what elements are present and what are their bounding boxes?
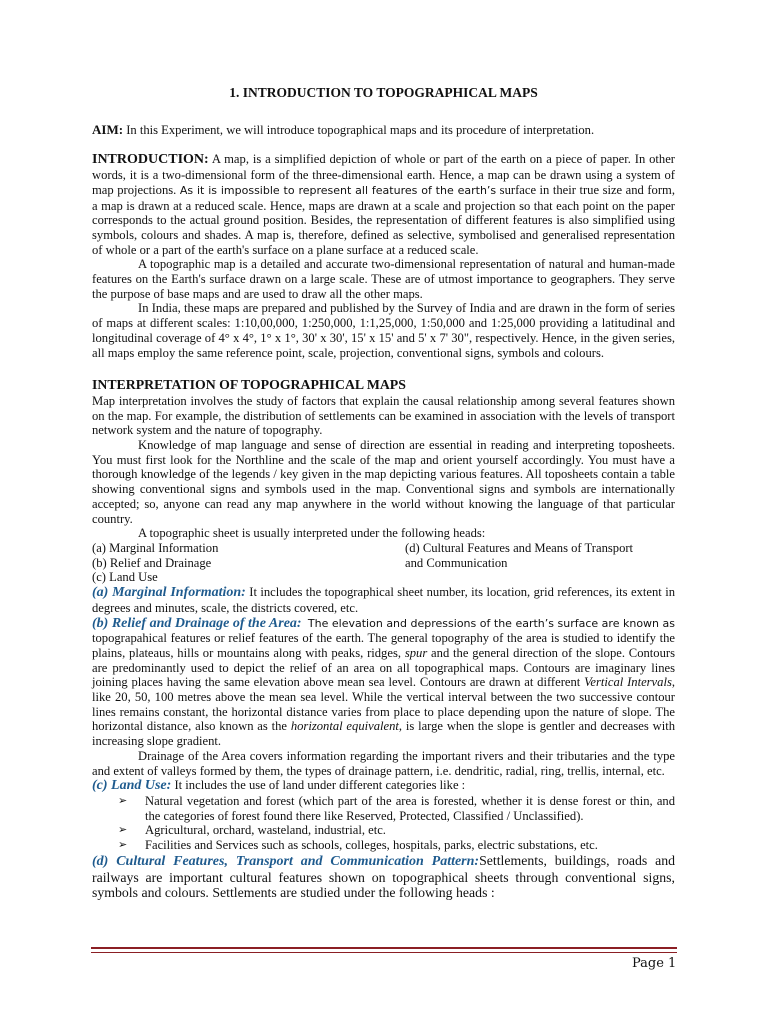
intro-text-a: A map, is a simplified depiction of whole or part of the earth on a piece of paper. In other words, it is a two-dimensional form of the three-dimensional earth. Hence, a map can be drawn using a system of map projections. (92, 152, 675, 197)
relief-vertical-intervals: Vertical Intervals (584, 675, 672, 690)
land-use-label: (c) Land Use: (92, 778, 172, 794)
aim-paragraph (92, 123, 675, 138)
list-item: ➢ Natural vegetation and forest (which part of the area is forested, whether it is dense forest or thin, and the categories of forest found there like Reserved, Protected, Classified / Unclassified). (118, 793, 675, 823)
relief-spur: spur (404, 645, 428, 660)
interpretation-paragraph-2: Knowledge of map language and sense of direction are essential in reading and interpreting toposheets. You must first look for the Northline and the scale of the map and orient yourself accordingly. You must have a thorough knowledge of the legends / key given in the map depicting various features. All toposheets contain a table showing conventional signs and symbols used in the map. Conventional signs and symbols are internationally accepted; so, anyone can read any map anywhere in the world without knowing the language of that particular country. (92, 438, 675, 526)
aim-text: In this Experiment, we will introduce topographical maps and its procedure of interpretation. (123, 122, 595, 137)
interpretation-paragraph-3: A topographic sheet is usually interpreted under the following heads: (138, 526, 486, 541)
arrow-bullet-icon: ➢ (118, 838, 128, 852)
intro-text-b: As it is impossible to represent all features of the earth’s (179, 183, 497, 197)
head-d-line2: and Communication (405, 555, 508, 570)
relief-paragraph (92, 616, 675, 749)
relief-text-2: topograpahical features or relief features of the earth. The general topography of the area is studied to identify the plains, plateaus, hills or mountains along with peaks, ridges, (92, 631, 675, 660)
head-d-line1: (d) Cultural Features and Means of Transport (405, 540, 634, 555)
arrow-bullet-icon: ➢ (118, 823, 128, 837)
marginal-info-label: (a) Marginal Information: (92, 585, 246, 601)
footer-divider (91, 947, 677, 953)
relief-text-3: and the general direction of the slope. Contours are predominantly used to depict the relief of an area on all topographical maps. Contours are imaginary lines joining places having the same elevation above mean sea level. Contours are drawn at different (92, 645, 675, 690)
head-a: (a) Marginal Information (92, 540, 219, 555)
interpretation-heading: INTERPRETATION OF TOPOGRAPHICAL MAPS (92, 377, 406, 393)
intro-paragraph-2: A topographic map is a detailed and accurate two-dimensional representation of natural and human-made features on the Earth's surface drawn on a large scale. These are of utmost importance to geographers. They serve the purpose of base maps and are used to draw all the other maps. (92, 257, 675, 301)
intro-label: INTRODUCTION: (92, 152, 209, 168)
page-number: Page 1 (632, 956, 677, 971)
relief-text-4: , like 20, 50, 100 metres above the mean sea level. While the vertical interval between the two successive contour lines remains constant, the horizontal distance varies from place to place depending upon the nature of slope. The horizontal distance, also known as the (92, 675, 676, 734)
cultural-text: Settlements, buildings, roads and railways are important cultural features shown on topographical sheets through conventional signs, symbols and colours. Settlements are studied under the following heads : (92, 852, 675, 901)
relief-text-5: , is large when the slope is gentler and decreases with increasing slope gradient. (92, 719, 675, 749)
relief-text-1: The elevation and depressions of the earth’s surface are known as (307, 616, 676, 630)
marginal-info-paragraph (92, 585, 675, 615)
drainage-paragraph: Drainage of the Area covers information regarding the important rivers and their tributaries and the type and extent of valleys formed by them, the types of drainage pattern, i.e. dendritic, radial, ring, trellis, internal, etc. (92, 748, 675, 778)
aim-label: AIM: (92, 121, 124, 137)
list-item: ➢ Facilities and Services such as schools, colleges, hospitals, parks, electric substations, etc. (118, 838, 598, 853)
intro-text-c: surface in their true size and form, a map is drawn at a reduced scale. Hence, maps are drawn at a scale and projection so that each point on the paper corresponds to the actual ground position. Besides, the representation of different features is also simplified using symbols, colours and shades. A map is, therefore, defined as selective, symbolised and generalised representation of whole or a part of the earth's surface on a plane surface at a reduced scale. (92, 182, 675, 257)
land-use-paragraph (92, 778, 675, 794)
interpretation-heads-list (92, 541, 675, 585)
land-use-list (118, 794, 675, 853)
land-use-text: It includes the use of land under different categories like : (171, 778, 466, 793)
arrow-bullet-icon: ➢ (118, 793, 128, 807)
intro-paragraph-3: In India, these maps are prepared and published by the Survey of India and are drawn in the form of series of maps at different scales: 1:10,00,000, 1:250,000, 1:1,25,000, 1:50,000 and 1:25,000 providing a latitudinal and longitudinal coverage of 4° x 4°, 1° x 1°, 30' x 30', 15' x 15' and 5' x 7' 30", respectively. Hence, in the given series, all maps employ the same reference point, scale, projection, conventional signs, symbols and colours. (92, 301, 675, 360)
document-page (92, 86, 675, 901)
list-item: ➢ Agricultural, orchard, wasteland, industrial, etc. (118, 823, 386, 838)
head-b: (b) Relief and Drainage (92, 555, 212, 570)
interpretation-paragraph-1: Map interpretation involves the study of factors that explain the causal relationship among several features shown on the map. For example, the distribution of settlements can be examined in association with the levels of transport network system and the nature of topography. (92, 393, 675, 438)
cultural-label: (d) Cultural Features, Transport and Communication Pattern: (92, 853, 480, 869)
relief-horizontal-equivalent: horizontal equivalent (290, 719, 399, 734)
intro-paragraph-1 (92, 152, 675, 257)
marginal-info-text: It includes the topographical sheet number, its location, grid references, its extent in degrees and minutes, scale, the districts covered, etc. (92, 585, 676, 615)
head-c: (c) Land Use (92, 570, 158, 585)
page-title: 1. INTRODUCTION TO TOPOGRAPHICAL MAPS (229, 85, 538, 100)
cultural-paragraph (92, 853, 675, 901)
relief-label: (b) Relief and Drainage of the Area: (92, 615, 302, 631)
